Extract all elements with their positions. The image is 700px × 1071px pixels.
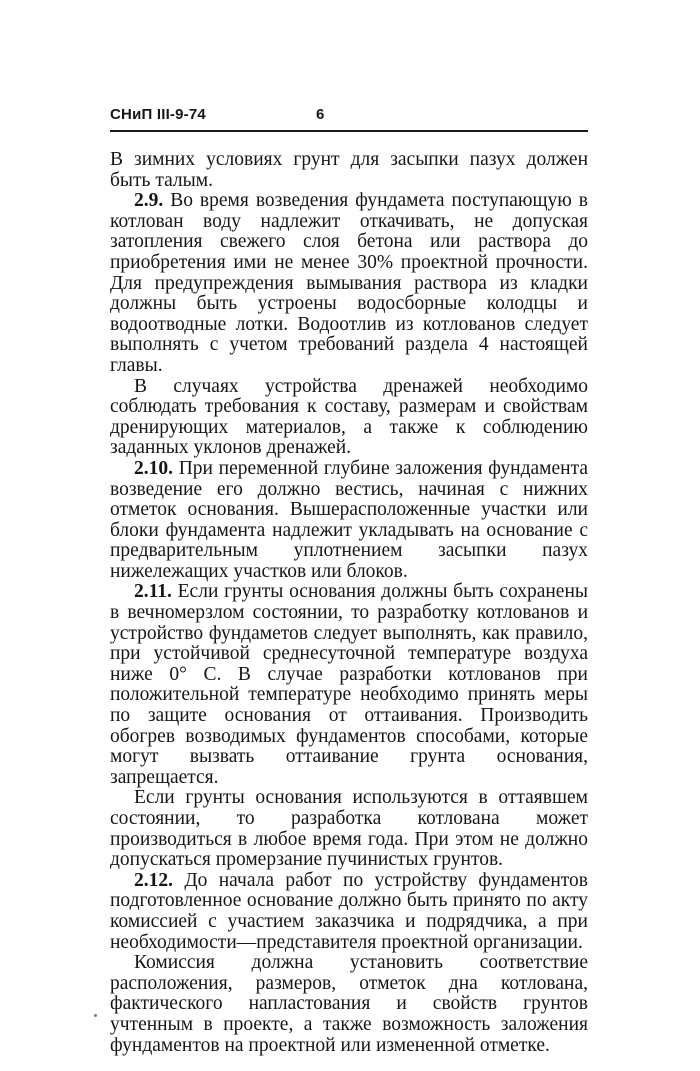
- document-body: [110, 150, 588, 1056]
- document-code: СНиП III-9-74: [110, 106, 206, 123]
- paragraph-text: Комиссия должна установить соответствие расположения, размеров, отметок дна котлована, фактического напластования и свойств грунтов учтенным в проекте, а также возможность заложения фундаментов на проектной или измененной отметке.: [110, 952, 588, 1056]
- paragraph-text: При переменной глубине заложения фундамента возведение его должно вестись, начиная с нижних отметок основания. Вышерасположенные участки или блоки фундамента надлежит укладывать на основание с предварительным уплотнением засыпки пазух нижележащих участков или блоков.: [110, 457, 588, 582]
- paragraph-text: Во время возведения фундамета поступающую в котлован воду надлежит откачивать, не допуская затопления свежего слоя бетона или раствора до приобретения ими не менее 30% проектной прочности. Для предупреждения вымывания раствора из кладки должны быть устроены водосборные колодцы и водоотводные лотки. Водоотлив из котлованов следует выполнять с учетом требований раздела 4 настоящей главы.: [110, 190, 588, 376]
- clause-2-10: [110, 459, 588, 583]
- paragraph-commission: [110, 953, 588, 1056]
- paragraph-thawed-soils: [110, 788, 588, 870]
- header-divider: [110, 130, 588, 132]
- clause-2-11: [110, 582, 588, 788]
- paragraph-text: В случаях устройства дренажей необходимо соблюдать требования к составу, размерам и свойствам дренирующих материалов, а также к соблюдению заданных уклонов дренажей.: [110, 375, 588, 459]
- clause-number: 2.11.: [134, 581, 172, 603]
- page-header: [110, 106, 588, 130]
- paragraph-drainage: [110, 377, 588, 459]
- paragraph-winter-backfill: [110, 150, 588, 191]
- clause-number: 2.12.: [134, 869, 173, 891]
- clause-2-12: [110, 871, 588, 953]
- paragraph-text: До начала работ по устройству фундаментов подготовленное основание должно быть принято по акту комиссией с участием заказчика и подрядчика, а при необходимости—представителя проектной организации.: [110, 869, 588, 953]
- page-number: 6: [316, 106, 325, 123]
- clause-2-9: [110, 191, 588, 376]
- clause-number: 2.10.: [134, 457, 173, 479]
- paragraph-text: В зимних условиях грунт для засыпки пазух должен быть талым.: [110, 149, 588, 191]
- paragraph-text: Если грунты основания используются в оттаявшем состоянии, то разработка котлована может производиться в любое время года. При этом не должно допускаться промерзание пучинистых грунтов.: [110, 787, 588, 871]
- paragraph-text: Если грунты основания должны быть сохранены в вечномерзлом состоянии, то разработку котлованов и устройство фундаметов следует выполнять, как правило, при устойчивой среднесуточной температуре воздуха ниже 0° С. В случае разработки котлованов при положительной температуре необходимо принять меры по защите основания от оттаивания. Производить обогрев возводимых фундаментов способами, которые могут вызвать оттаивание грунта основания, запрещается.: [110, 581, 588, 788]
- scan-speck: [94, 1014, 97, 1017]
- clause-number: 2.9.: [134, 190, 164, 212]
